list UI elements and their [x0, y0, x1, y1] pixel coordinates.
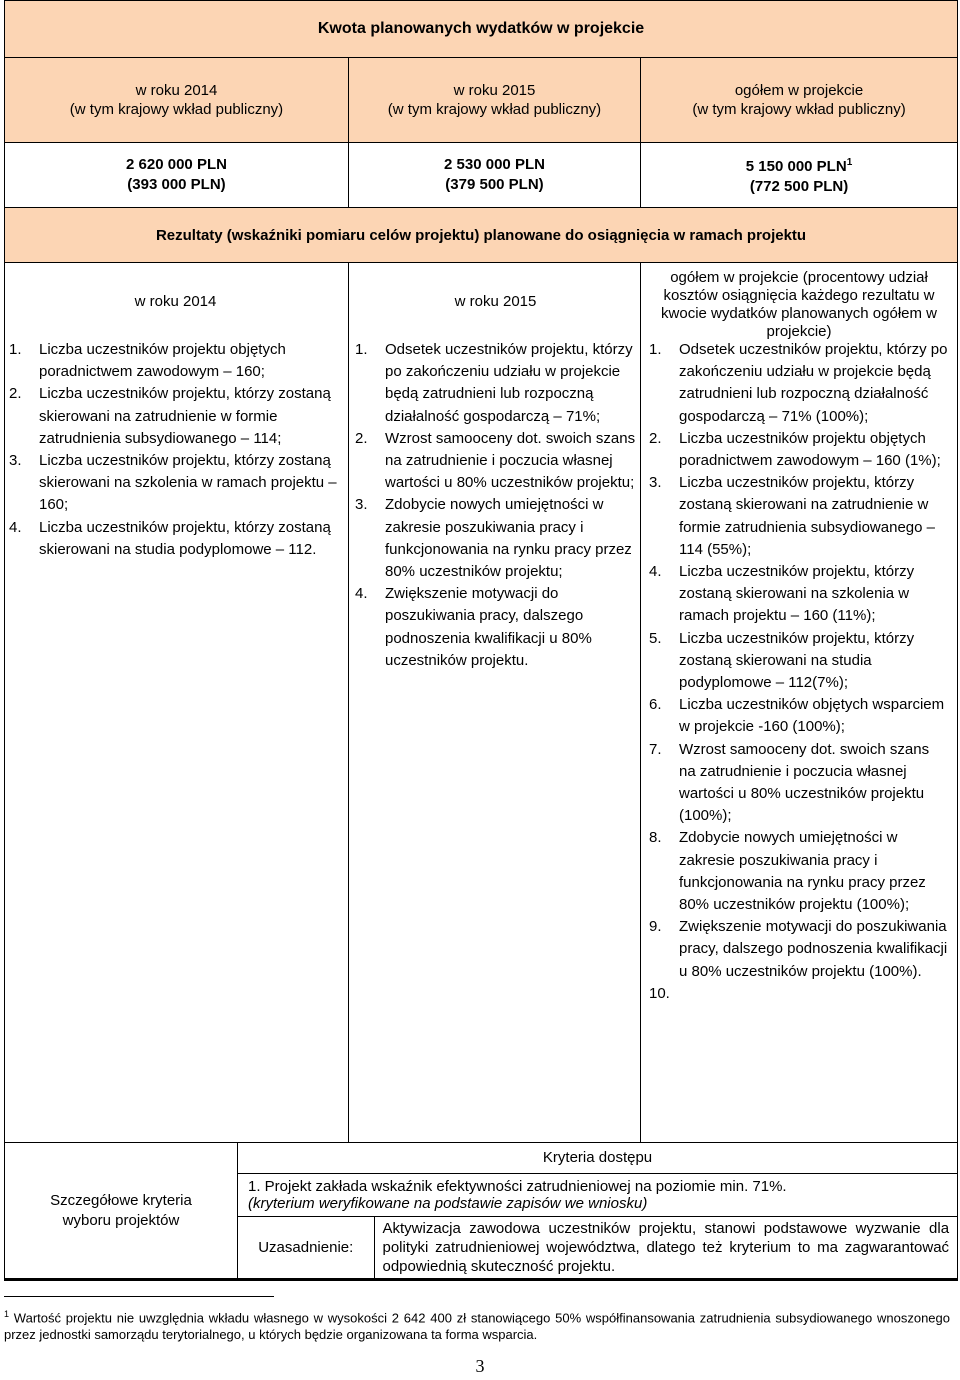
- list-item: [649, 694, 949, 738]
- footnote-divider: [4, 1296, 274, 1297]
- list-item-text: Liczba uczestników objętych wsparciem w projekcie -160 (100%);: [679, 696, 945, 736]
- list-item-text: Zdobycie nowych umiejętności w zakresie poszukiwania pracy i funkcjonowania na rynku pracy przez 80% uczestników projektu;: [385, 496, 632, 581]
- list-item: [649, 628, 949, 695]
- list-item: [649, 339, 949, 428]
- list-item: [355, 583, 636, 672]
- list-item: [649, 561, 949, 628]
- amount-public: (379 500 PLN): [445, 176, 544, 193]
- list-item: [649, 916, 949, 983]
- header-year: w roku 2015: [453, 82, 536, 99]
- list-item-text: Liczba uczestników projektu, którzy zostaną skierowani na studia podyplomowe – 112.: [39, 518, 331, 558]
- list-item-number: 3.: [355, 496, 368, 514]
- criterion-note: (kryterium weryfikowane na podstawie zapisów we wniosku): [248, 1195, 648, 1212]
- list-item-number: 2.: [355, 429, 368, 447]
- header-note: (w tym krajowy wkład publiczny): [387, 101, 602, 118]
- justification-label: Uzasadnienie:: [238, 1217, 374, 1279]
- list-item-text: Liczba uczestników projektu, którzy zostaną skierowani na szkolenia w ramach projektu – 160;: [39, 452, 337, 514]
- list-item: [355, 339, 636, 428]
- budget-header-2014: [5, 58, 349, 143]
- list-item: [355, 494, 636, 583]
- list-item-number: 4.: [9, 518, 22, 536]
- list-item-number: 10.: [649, 984, 670, 1002]
- list-item-text: Odsetek uczestników projektu, którzy po zakończeniu udziału w projekcie będą zatrudnieni lub rozpoczną działalność gospodarczą – 71%;: [385, 341, 633, 425]
- list-item-number: 3.: [649, 474, 662, 492]
- list-item-number: 8.: [649, 829, 662, 847]
- amount-total: 2 620 000 PLN: [126, 156, 227, 173]
- col-head-total: ogółem w projekcie (procentowy udział kosztów osiągnięcia każdego rezultatu w kwocie wydatków planowanych ogółem w projekcie): [661, 269, 938, 340]
- list-item-text: Wzrost samooceny dot. swoich szans na zatrudnienie i poczucia własnej wartości u 80% uczestników projektu (100%);: [679, 740, 930, 825]
- list-item-text: Odsetek uczestników projektu, którzy po zakończeniu udziału w projekcie będą zatrudnieni lub rozpoczną działalność gospodarczą – 71% (100%);: [679, 341, 948, 425]
- header-note: (w tym krajowy wkład publiczny): [69, 101, 284, 118]
- criteria-panel: [238, 1143, 958, 1280]
- list-item: [355, 428, 636, 495]
- list-item: [649, 472, 949, 561]
- results-col-2015: [349, 263, 641, 1143]
- list-item: [649, 739, 949, 828]
- list-item-text: Liczba uczestników projektu, którzy zostaną skierowani na zatrudnienie w formie zatrudnienia subsydiowanego – 114 (55%);: [679, 474, 935, 558]
- list-item-text: Liczba uczestników projektu, którzy zostaną skierowani na studia podyplomowe – 112(7%);: [679, 629, 915, 692]
- list-item-number: 7.: [649, 740, 662, 758]
- list-item-number: 5.: [649, 629, 662, 647]
- budget-header-total: [641, 58, 958, 143]
- list-item-number: 6.: [649, 696, 662, 714]
- col-head-2014: w roku 2014: [134, 293, 217, 310]
- results-list-total: [649, 339, 949, 1002]
- footnote-text: Wartość projektu nie uwzględnia wkładu własnego w wysokości 2 642 400 zł stanowiącego 50% współfinansowania zatrudnienia subsydiowanego wnoszonego przez jednostki samorządu terytorialnego, u których będzie organizowana ta forma wsparcia.: [4, 1310, 950, 1343]
- list-item: [9, 450, 342, 517]
- criterion-line: 1. Projekt zakłada wskaźnik efektywności zatrudnieniowej na poziomie min. 71%.: [248, 1178, 787, 1195]
- results-list-2014: [9, 339, 342, 561]
- list-item-number: 4.: [649, 563, 662, 581]
- list-item: [649, 428, 949, 472]
- results-col-total: [641, 263, 958, 1143]
- budget-amount-2014: [5, 143, 349, 208]
- amount-public: (393 000 PLN): [127, 176, 226, 193]
- list-item-text: Wzrost samooceny dot. swoich szans na zatrudnienie i poczucia własnej wartości u 80% uczestników projektu;: [385, 429, 636, 492]
- list-item-number: 1.: [9, 341, 22, 358]
- amount-total: 5 150 000 PLN: [745, 158, 847, 175]
- criterion-1: [238, 1174, 957, 1217]
- list-item: [649, 827, 949, 916]
- budget-and-results-table: [4, 0, 958, 1281]
- results-col-2014: [5, 263, 349, 1143]
- budget-amount-2015: [349, 143, 641, 208]
- access-criteria-head: Kryteria dostępu: [238, 1143, 957, 1174]
- list-item-text: Zwiększenie motywacji do poszukiwania pracy, dalszego podnoszenia kwalifikacji u 80% uczestników projektu.: [385, 585, 592, 669]
- amount-total-row: [641, 153, 957, 177]
- results-list-2015: [355, 339, 636, 672]
- list-item-number: 9.: [649, 918, 662, 936]
- list-item-number: 1.: [355, 341, 368, 358]
- criteria-left-label: Szczegółowe kryteria wyboru projektów: [5, 1143, 238, 1280]
- criteria-inner-table: [238, 1143, 957, 1278]
- list-item: [9, 383, 342, 450]
- list-item-text: Zdobycie nowych umiejętności w zakresie poszukiwania pracy i funkcjonowania na rynku pracy przez 80% uczestników projektu (100%);: [679, 829, 926, 914]
- list-item-text: Liczba uczestników projektu objętych poradnictwem zawodowym – 160;: [39, 341, 286, 381]
- header-year: ogółem w projekcie: [734, 82, 864, 99]
- budget-header-2015: [349, 58, 641, 143]
- justification-text: Aktywizacja zawodowa uczestników projektu, stanowi podstawowe wyzwanie dla polityki zatrudnieniowej województwa, dlatego też kryterium to ma zagwarantować odpowiednią skuteczność projektu.: [374, 1217, 957, 1279]
- list-item-number: 3.: [9, 452, 22, 470]
- results-title: Rezultaty (wskaźniki pomiaru celów projektu) planowane do osiągnięcia w ramach projektu: [5, 208, 958, 263]
- list-item-number: 4.: [355, 585, 368, 603]
- list-item-text: Liczba uczestników projektu objętych poradnictwem zawodowym – 160 (1%);: [679, 429, 941, 470]
- footnote: [4, 1306, 950, 1343]
- list-item-number: 2.: [9, 385, 22, 403]
- table-title: Kwota planowanych wydatków w projekcie: [5, 1, 958, 58]
- footnote-number: 1: [4, 1309, 10, 1319]
- budget-amount-total: [641, 143, 958, 208]
- list-item-number: 1.: [649, 341, 662, 358]
- page-number: 3: [475, 1356, 485, 1376]
- list-item-number: 2.: [649, 429, 662, 447]
- header-note: (w tym krajowy wkład publiczny): [692, 101, 906, 118]
- footnote-mark: 1: [846, 157, 853, 168]
- list-item-text: Zwiększenie motywacji do poszukiwania pracy, dalszego podnoszenia kwalifikacji u 80% uczestników projektu (100%).: [679, 918, 948, 980]
- list-item-text: Liczba uczestników projektu, którzy zostaną skierowani na szkolenia w ramach projektu – 160 (11%);: [679, 563, 915, 625]
- amount-total: 2 530 000 PLN: [444, 156, 545, 173]
- header-year: w roku 2014: [135, 82, 218, 99]
- col-head-2015: w roku 2015: [454, 293, 537, 310]
- list-item-text: Liczba uczestników projektu, którzy zostaną skierowani na zatrudnienie w formie zatrudnienia subsydiowanego – 114;: [39, 385, 331, 447]
- amount-public: (772 500 PLN): [749, 178, 849, 195]
- list-item: [9, 339, 342, 383]
- list-item: [9, 517, 342, 561]
